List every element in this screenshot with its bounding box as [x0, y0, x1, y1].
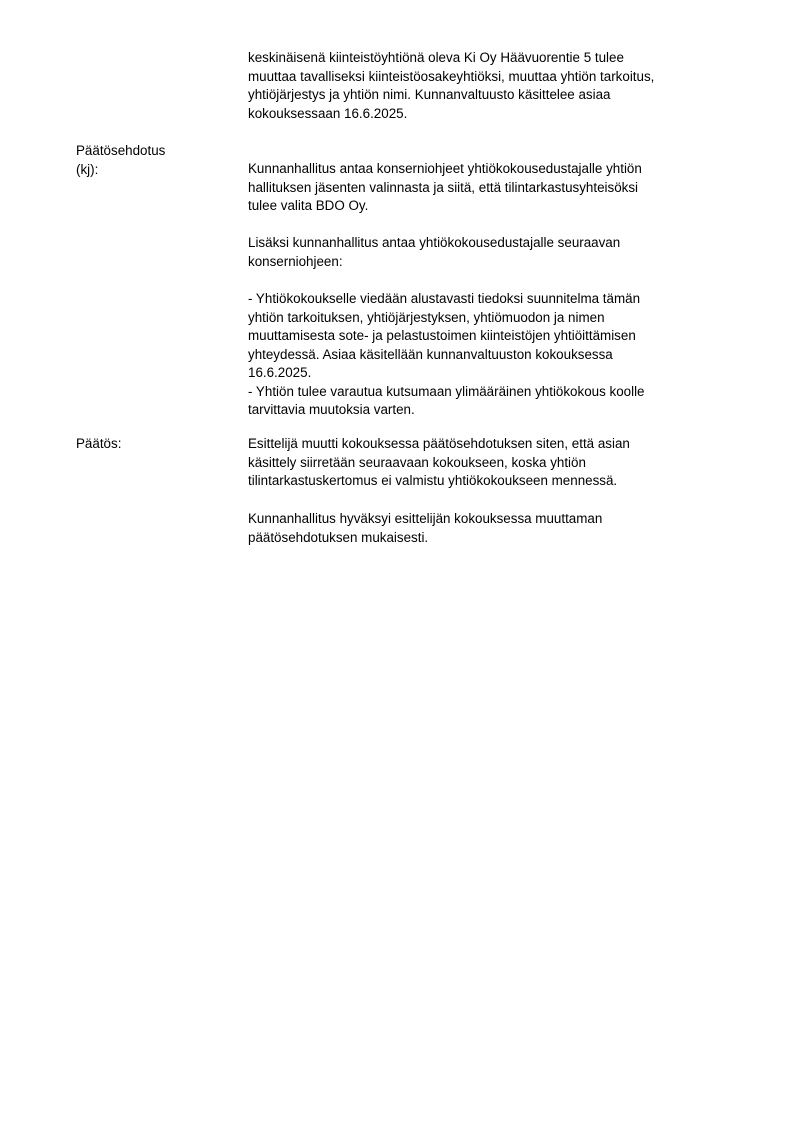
intro-paragraph	[248, 49, 738, 123]
proposal-paragraph-2	[248, 234, 738, 271]
decision-line: Esittelijä muutti kokouksessa päätösehdotuksen siten, että asian	[248, 436, 630, 451]
decision-line: tilintarkastuskertomus ei valmistu yhtiökokoukseen mennessä.	[248, 473, 618, 488]
proposal-line: yhtiön tarkoituksen, yhtiöjärjestyksen, yhtiömuodon ja nimen	[248, 309, 605, 325]
proposal-line: tulee valita BDO Oy.	[248, 198, 369, 213]
intro-line: keskinäisenä kiinteistöyhtiönä oleva Ki Oy Häävuorentie 5 tulee	[248, 50, 624, 65]
intro-line: kokouksessaan 16.6.2025.	[248, 105, 408, 121]
proposal-line: - Yhtiön tulee varautua kutsumaan ylimääräinen yhtiökokous koolle	[248, 383, 645, 399]
decision-line: Kunnanhallitus hyväksyi esittelijän kokouksessa muuttaman	[248, 511, 603, 526]
intro-line: muuttaa tavalliseksi kiinteistöosakeyhtiöksi, muuttaa yhtiön tarkoitus,	[248, 68, 655, 84]
decision-paragraph-2	[248, 510, 738, 547]
proposal-label-line2: (kj):	[76, 161, 99, 177]
proposal-paragraph-1	[248, 160, 738, 216]
proposal-line: 16.6.2025.	[248, 365, 312, 380]
proposal-paragraph-3	[248, 290, 738, 420]
proposal-line: Kunnanhallitus antaa konserniohjeet yhtiökokousedustajalle yhtiön	[248, 161, 642, 176]
decision-label-text: Päätös:	[76, 436, 122, 451]
proposal-line: konserniohjeen:	[248, 253, 343, 269]
decision-line: päätösehdotuksen mukaisesti.	[248, 529, 429, 545]
proposal-label-line1: Päätösehdotus	[76, 143, 166, 158]
proposal-line: tarvittavia muutoksia varten.	[248, 402, 415, 417]
intro-line: yhtiöjärjestys ja yhtiön nimi. Kunnanvaltuusto käsittelee asiaa	[248, 87, 611, 102]
proposal-line: hallituksen jäsenten valinnasta ja siitä, että tilintarkastusyhteisöksi	[248, 179, 639, 195]
proposal-label	[76, 142, 165, 179]
proposal-line: Lisäksi kunnanhallitus antaa yhtiökokousedustajalle seuraavan	[248, 235, 621, 250]
decision-line: käsittely siirretään seuraavaan kokoukseen, koska yhtiön	[248, 454, 586, 470]
proposal-line: muuttamisesta sote- ja pelastustoimen kiinteistöjen yhtiöittämisen	[248, 328, 636, 343]
proposal-line: - Yhtiökokoukselle viedään alustavasti tiedoksi suunnitelma tämän	[248, 291, 641, 306]
decision-paragraph-1	[248, 435, 738, 491]
proposal-line: yhteydessä. Asiaa käsitellään kunnanvaltuuston kokouksessa	[248, 346, 613, 362]
decision-label	[76, 435, 121, 454]
